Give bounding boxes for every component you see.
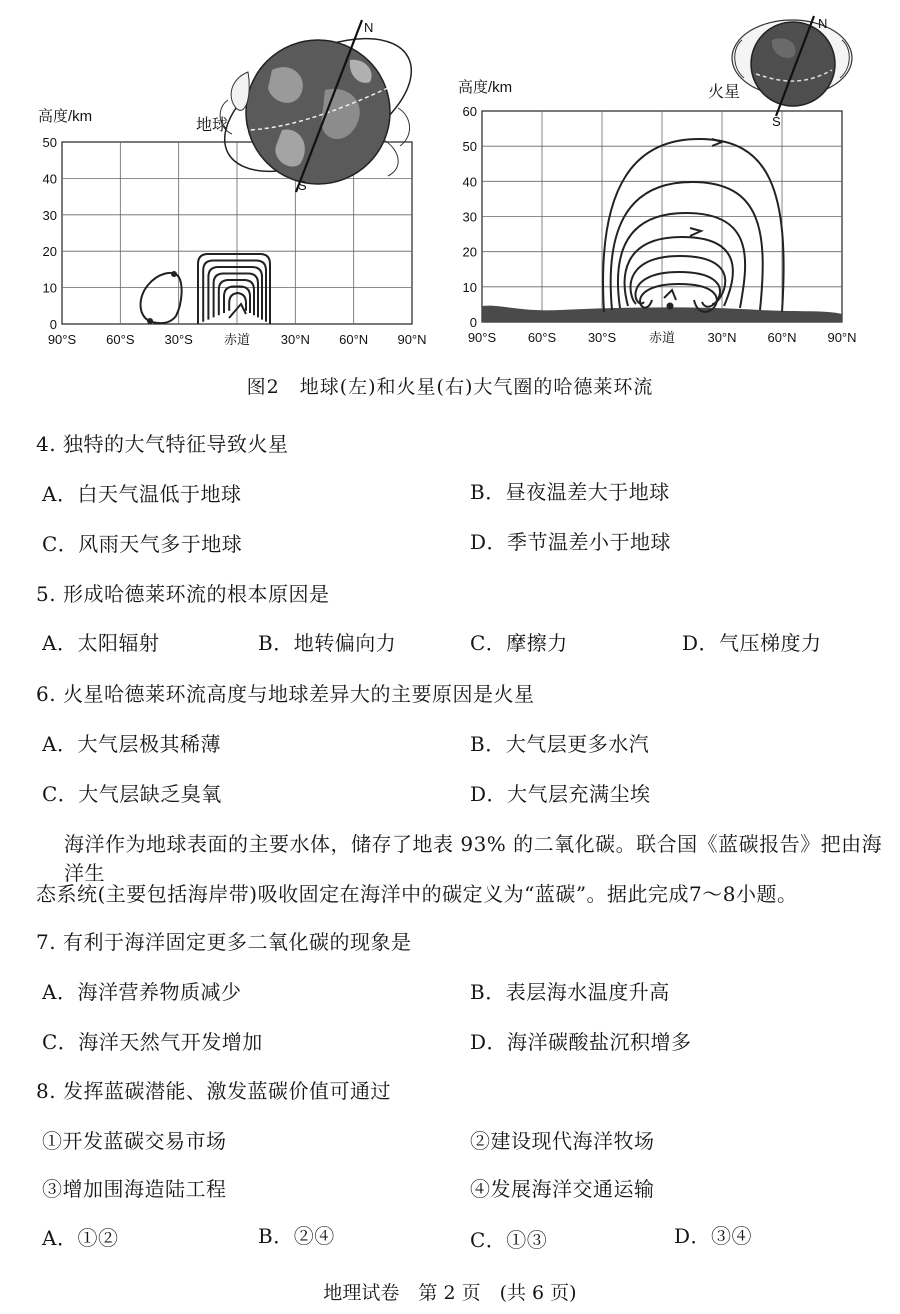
earth-xtick-label: 90°S	[47, 332, 77, 347]
mars-xtick-label: 30°N	[707, 330, 737, 345]
q5-option-b[interactable]: B．地转偏向力	[258, 631, 397, 655]
q4-option-d[interactable]: D．季节温差小于地球	[470, 530, 672, 554]
mars-ytick-label: 0	[469, 315, 477, 330]
q4-option-a[interactable]: A．白天气温低于地球	[42, 482, 242, 506]
mars-ytick-label: 20	[462, 244, 477, 260]
earth-equatorial-cell	[198, 254, 270, 324]
passage-line-2: 态系统(主要包括海岸带)吸收固定在海洋中的碳定义为“蓝碳”。据此完成7～8小题。	[36, 882, 798, 906]
figure-caption: 图2 地球(左)和火星(右)大气圈的哈德莱环流	[246, 376, 654, 398]
earth-pole-n: N	[364, 20, 374, 35]
q8-item-1: ①开发蓝碳交易市场	[42, 1129, 227, 1153]
mars-ylabel: 高度/km	[458, 79, 513, 96]
q7-option-d[interactable]: D．海洋碳酸盐沉积增多	[470, 1030, 692, 1054]
q8-option-d[interactable]: D．③④	[674, 1224, 753, 1248]
earth-ytick-label: 30	[42, 207, 57, 223]
q6-option-d[interactable]: D．大气层充满尘埃	[470, 782, 651, 806]
mars-surface-band	[482, 306, 842, 322]
mars-xtick-label: 60°S	[527, 330, 557, 345]
earth-ytick-label: 0	[49, 317, 57, 332]
mars-ytick-label: 50	[462, 139, 477, 155]
mars-xtick-label: 60°N	[767, 330, 797, 345]
mars-ytick-label: 40	[462, 174, 477, 190]
mars-panel	[458, 16, 857, 345]
q8-item-3: ③增加围海造陆工程	[42, 1177, 227, 1201]
q6-option-b[interactable]: B．大气层更多水汽	[470, 732, 650, 756]
mars-pole-n: N	[818, 16, 828, 31]
earth-ylabel: 高度/km	[38, 108, 93, 125]
q7-option-c[interactable]: C．海洋天然气开发增加	[42, 1030, 263, 1054]
earth-xtick-label: 90°N	[397, 332, 427, 347]
mars-ytick-label: 60	[462, 104, 477, 119]
mars-ytick-label: 10	[462, 279, 477, 295]
earth-south-cell	[141, 271, 182, 324]
earth-ytick-label: 10	[42, 280, 57, 296]
q5-option-a[interactable]: A．太阳辐射	[42, 631, 160, 655]
question-4-stem: 4. 独特的大气特征导致火星	[36, 432, 289, 456]
earth-xtick-label: 30°S	[164, 332, 193, 347]
earth-flow-arrow	[229, 304, 246, 318]
q5-option-c[interactable]: C．摩擦力	[470, 631, 568, 655]
mars-flow-arrow	[690, 228, 701, 236]
passage-line-1: 海洋作为地球表面的主要水体，储存了地表 93% 的二氧化碳。联合国《蓝碳报告》把由海洋生	[64, 832, 883, 885]
question-7-stem: 7. 有利于海洋固定更多二氧化碳的现象是	[36, 930, 412, 954]
q7-option-b[interactable]: B．表层海水温度升高	[470, 980, 670, 1004]
q6-option-a[interactable]: A．大气层极其稀薄	[42, 732, 221, 756]
mars-hadley-cell	[603, 139, 784, 312]
mars-xtick-label: 赤道	[648, 330, 676, 345]
question-5-stem: 5. 形成哈德莱环流的根本原因是	[36, 582, 330, 606]
earth-ytick-label: 40	[42, 171, 57, 187]
q8-option-a[interactable]: A．①②	[42, 1226, 119, 1250]
mars-contour	[618, 213, 745, 308]
q7-option-a[interactable]: A．海洋营养物质减少	[42, 980, 242, 1004]
earth-ytick-label: 50	[42, 135, 57, 150]
page-footer: 地理试卷 第 2 页 (共 6 页)	[323, 1282, 577, 1304]
q4-option-c[interactable]: C．风雨天气多于地球	[42, 532, 243, 556]
earth-xtick-label: 60°N	[339, 332, 369, 347]
mars-flow-arrow	[664, 290, 676, 300]
mars-cell-center	[667, 303, 674, 310]
earth-ytick-label: 20	[42, 244, 57, 260]
mars-xtick-label: 90°S	[467, 330, 497, 345]
hadley-figure	[0, 0, 900, 400]
q5-option-d[interactable]: D．气压梯度力	[682, 631, 822, 655]
q8-item-4: ④发展海洋交通运输	[470, 1177, 655, 1201]
mars-planet-label: 火星	[708, 82, 741, 101]
earth-xtick-label: 60°S	[106, 332, 135, 347]
q4-option-b[interactable]: B．昼夜温差大于地球	[470, 480, 670, 504]
q8-option-c[interactable]: C．①③	[470, 1228, 548, 1252]
earth-xtick-label: 30°N	[280, 332, 310, 347]
mars-xtick-label: 90°N	[827, 330, 857, 345]
question-6-stem: 6. 火星哈德莱环流高度与地球差异大的主要原因是火星	[36, 682, 535, 706]
q8-option-b[interactable]: B．②④	[258, 1224, 335, 1248]
hadley-figure-svg	[0, 0, 900, 370]
earth-planet-label: 地球	[196, 115, 229, 134]
question-8-stem: 8. 发挥蓝碳潜能、激发蓝碳价值可通过	[36, 1079, 391, 1103]
earth-panel	[38, 11, 432, 347]
mars-globe	[732, 16, 852, 129]
earth-pole-s: S	[298, 178, 307, 193]
mars-ytick-label: 30	[462, 209, 477, 225]
q8-item-2: ②建设现代海洋牧场	[470, 1129, 655, 1153]
mars-pole-s: S	[772, 114, 781, 129]
mars-xtick-label: 30°S	[587, 330, 617, 345]
earth-xtick-label: 赤道	[223, 332, 251, 347]
mars-contour	[611, 182, 763, 310]
earth-globe	[204, 11, 433, 199]
q6-option-c[interactable]: C．大气层缺乏臭氧	[42, 782, 222, 806]
